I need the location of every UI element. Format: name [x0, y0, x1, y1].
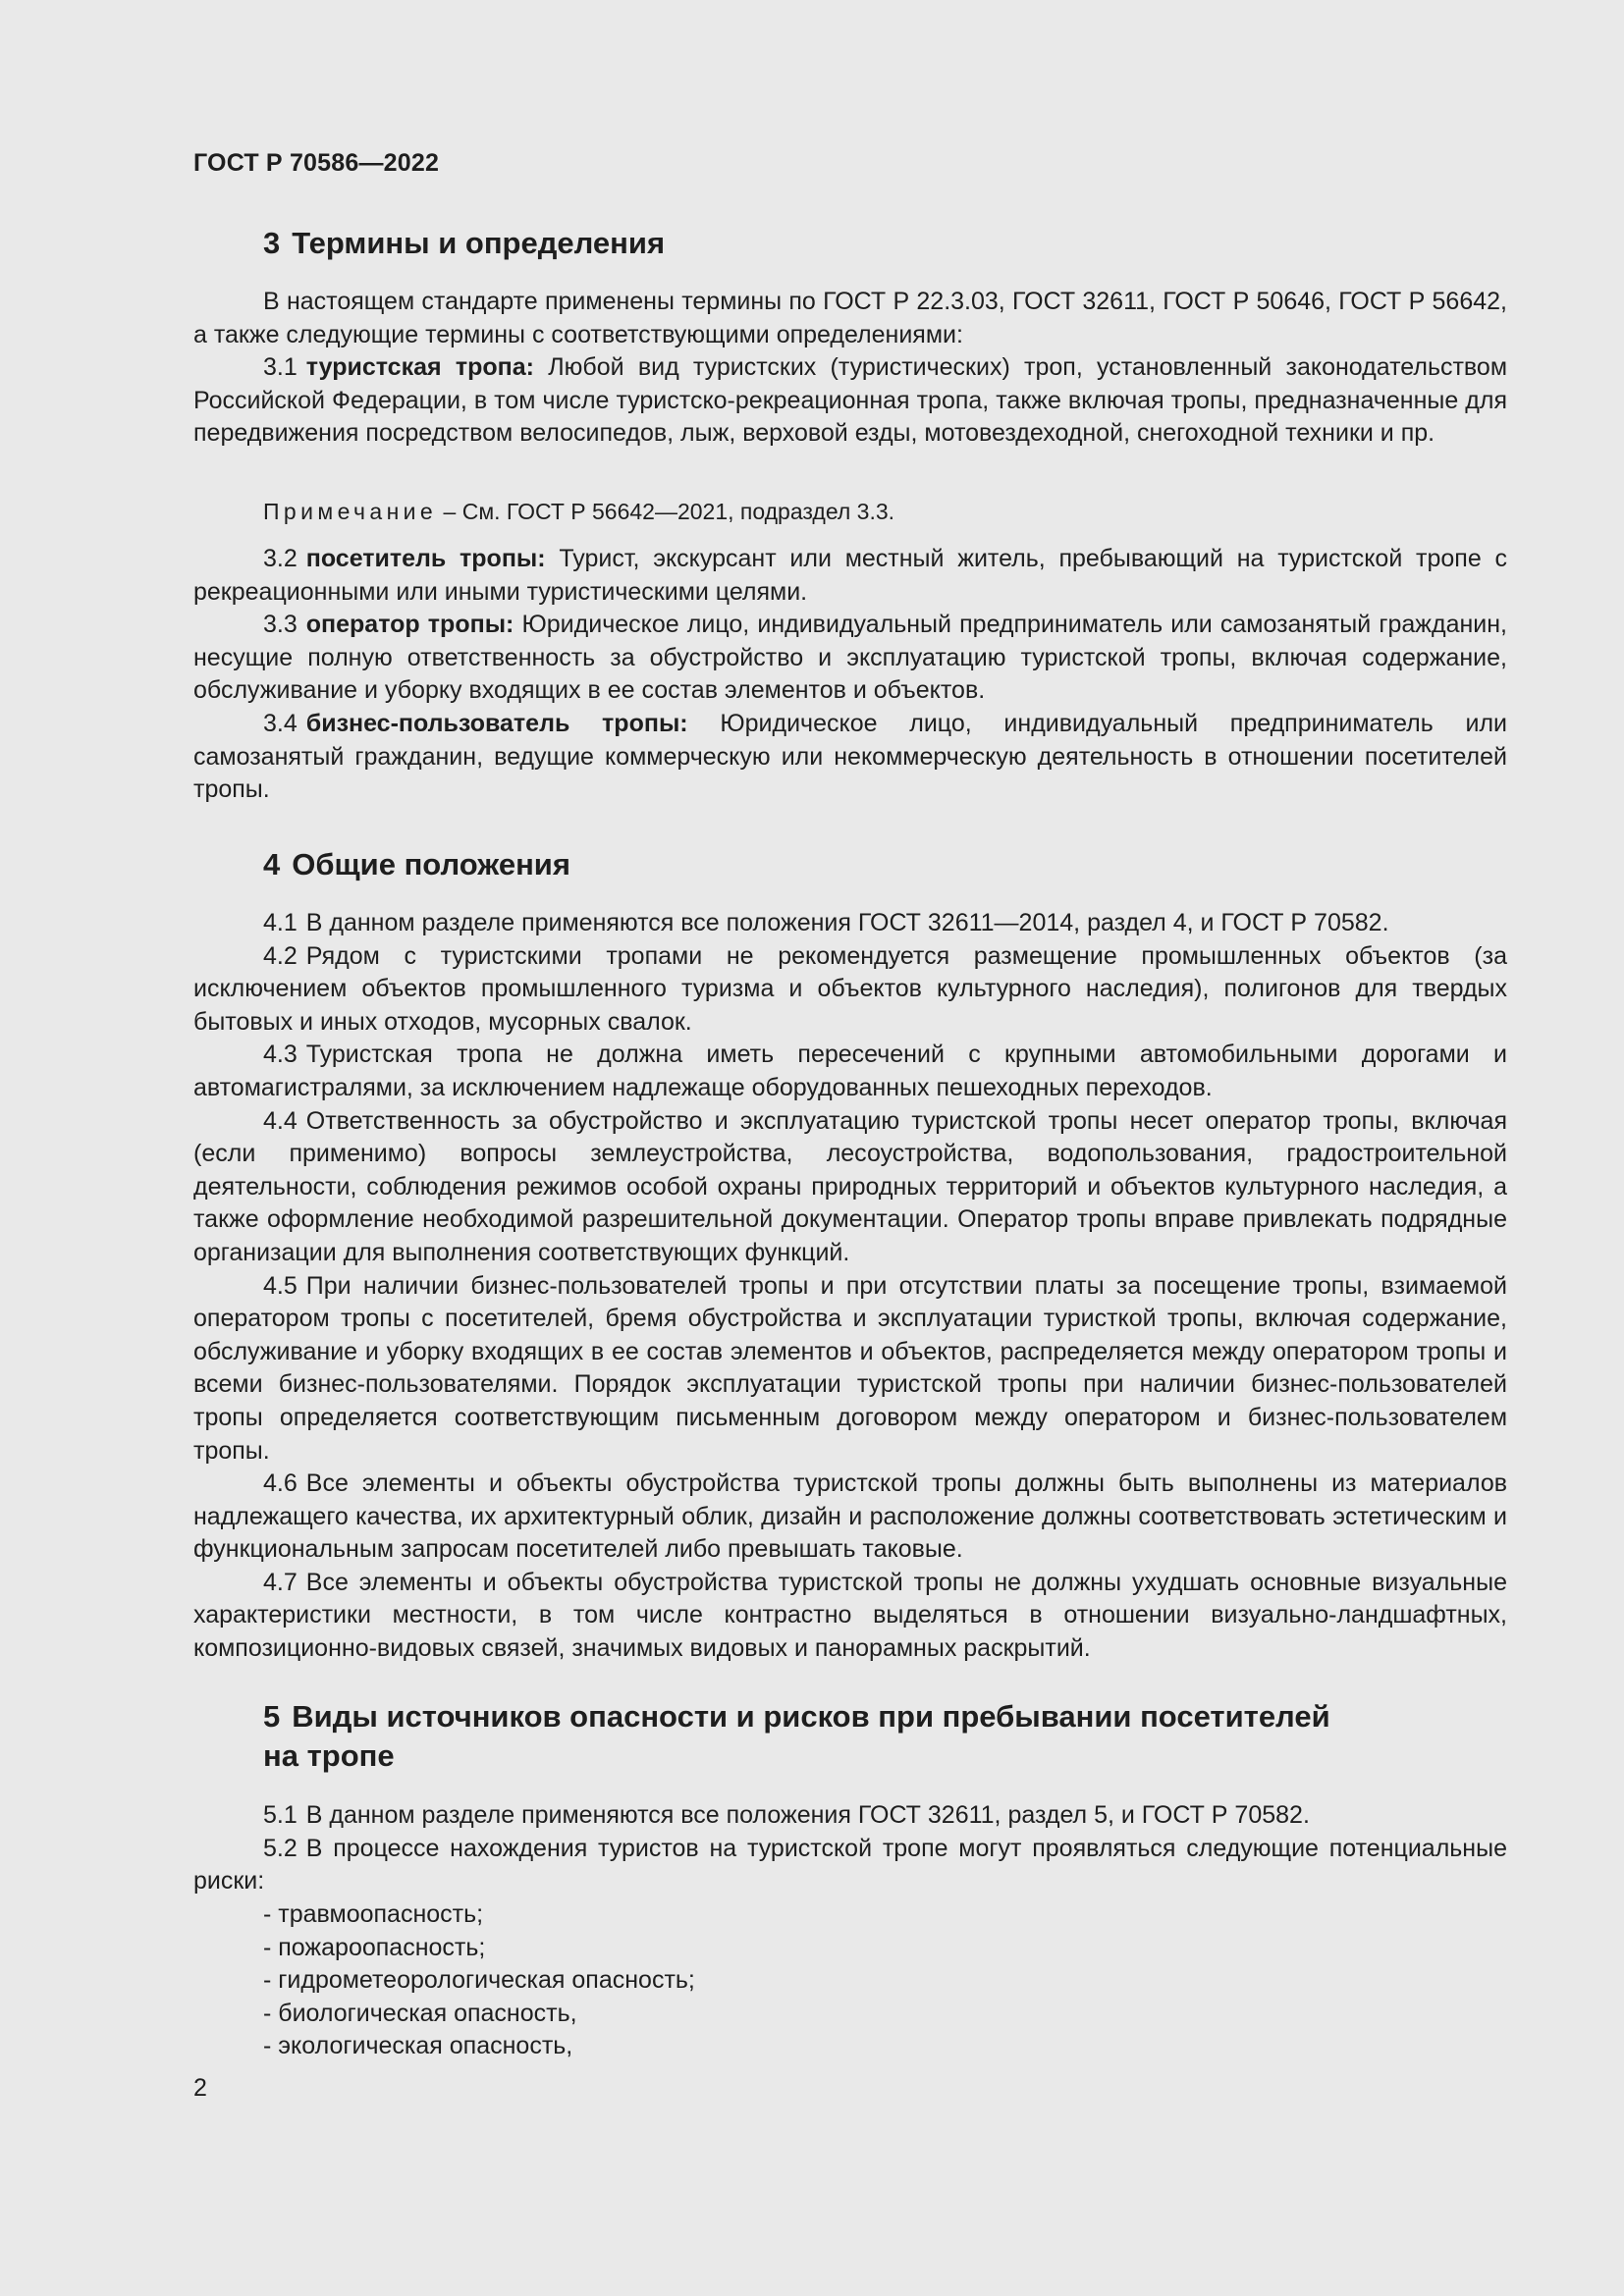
list-item: - биологическая опасность,	[263, 1999, 577, 2027]
term-3-3	[193, 609, 1507, 708]
clause-4-1	[193, 907, 1507, 940]
document-header-id: ГОСТ Р 70586—2022	[193, 149, 440, 177]
section-3-heading	[263, 224, 1540, 263]
term-name: бизнес-пользователь тропы:	[305, 709, 688, 737]
clause-4-3	[193, 1039, 1507, 1104]
section-number: 3	[263, 226, 281, 260]
section-3-terms-block-2	[193, 543, 1507, 807]
list-item: - пожароопасность;	[263, 1933, 486, 1961]
term-name: оператор тропы:	[305, 611, 514, 639]
section-title: Виды источников опасности и рисков при пребывании посетителей	[292, 1699, 1330, 1734]
clause-4-2	[193, 940, 1507, 1040]
clause-number: 5.2	[263, 1834, 298, 1862]
term-name: туристская тропа:	[305, 353, 534, 382]
note-text: – См. ГОСТ Р 56642—2021, подраздел 3.3.	[443, 499, 895, 524]
clause-5-2	[193, 1833, 1507, 1898]
clause-text: Туристская тропа не должна иметь пересечений с крупными автомобильными дорогами и автомагистралями, за исключением надлежаще оборудованных пешеходных переходов.	[193, 1041, 1507, 1101]
clause-4-7	[193, 1567, 1507, 1666]
clause-4-5	[193, 1270, 1507, 1468]
term-definition: Юридическое лицо, индивидуальный предприниматель или самозанятый гражданин, ведущие коммерческую или некоммерческую деятельность в отношении посетителей тропы.	[193, 709, 1508, 804]
section-number: 5	[263, 1699, 281, 1734]
clause-4-6	[193, 1468, 1507, 1567]
section-number: 4	[263, 847, 281, 881]
section-3-terms-block	[193, 286, 1507, 451]
clause-number: 4.7	[263, 1568, 298, 1596]
clause-5-1	[193, 1799, 1507, 1833]
clause-number: 4.2	[263, 941, 298, 970]
clause-4-4	[193, 1105, 1507, 1270]
term-3-4	[193, 708, 1507, 807]
section-5-heading	[263, 1697, 1500, 1776]
section-3-intro: В настоящем стандарте применены термины по ГОСТ Р 22.3.03, ГОСТ 32611, ГОСТ Р 50646, ГОСТ Р 56642, а также следующие термины с соответствующими определениями:	[193, 288, 1507, 348]
term-definition: Турист, экскурсант или местный житель, пребывающий на туристской тропе с рекреационными или иными туристическими целями.	[193, 545, 1507, 606]
clause-text: В данном разделе применяются все положения ГОСТ 32611, раздел 5, и ГОСТ Р 70582.	[305, 1801, 1310, 1829]
clause-text: Все элементы и объекты обустройства туристской тропы должны быть выполнены из материалов надлежащего качества, их архитектурный облик, дизайн и расположение должны соответствовать эстетическим и функциональным запросам посетителей либо превышать таковые.	[193, 1469, 1507, 1564]
section-5-heading-line-1	[263, 1697, 1500, 1736]
note	[263, 496, 894, 527]
clause-text: Ответственность за обустройство и эксплуатацию туристской тропы несет оператор тропы, включая (если применимо) вопросы землеустройства, лесоустройства, водопользования, градостроительной деятельности, соблюдения режимов особой охраны природных территорий и объектов культурного наследия, а также оформление необходимой разрешительной документации. Оператор тропы вправе привлекать подрядные организации для выполнения соответствующих функций.	[193, 1106, 1507, 1266]
clause-number: 4.3	[263, 1041, 298, 1069]
clause-text: При наличии бизнес-пользователей тропы и при отсутствии платы за посещение тропы, взимаемой оператором тропы с посетителей, бремя обустройства и эксплуатации туристкой тропы, включая содержание, обслуживание и уборку входящих в ее состав элементов и объектов, распределяется между оператором тропы и всеми бизнес-пользователями. Порядок эксплуатации туристской тропы при наличии бизнес-пользователей тропы определяется соответствующим письменным договором между оператором и бизнес-пользователем тропы.	[193, 1271, 1507, 1465]
clause-text: Рядом с туристскими тропами не рекомендуется размещение промышленных объектов (за исключением объектов промышленного туризма и объектов культурного наследия), полигонов для твердых бытовых и иных отходов, мусорных свалок.	[193, 941, 1507, 1036]
clause-number: 5.1	[263, 1801, 298, 1829]
term-definition: Любой вид туристских (туристических) троп, установленный законодательством Российской Федерации, в том числе туристско-рекреационная тропа, также включая тропы, предназначенные для передвижения посредством велосипедов, лыж, верховой езды, мотовездеходной, снегоходной техники и пр.	[193, 353, 1508, 448]
clause-number: 3.3	[263, 611, 298, 639]
term-name: посетитель тропы:	[305, 545, 546, 572]
clause-number: 3.4	[263, 709, 298, 737]
term-definition: Юридическое лицо, индивидуальный предприниматель или самозанятый гражданин, несущие полную ответственность за обустройство и эксплуатацию туристской тропы, включая содержание, обслуживание и уборку входящих в ее состав элементов и объектов.	[193, 611, 1507, 705]
clause-text: В процессе нахождения туристов на туристской тропе могут проявляться следующие потенциальные риски:	[193, 1834, 1507, 1896]
list-item: - гидрометеорологическая опасность;	[263, 1966, 695, 1995]
section-4-body	[193, 907, 1507, 1666]
section-5-heading-line-2: на тропе	[263, 1738, 395, 1773]
section-4-heading	[263, 845, 1540, 884]
risk-list	[263, 1898, 695, 2063]
clause-number: 4.6	[263, 1469, 298, 1498]
section-title: Термины и определения	[292, 226, 666, 260]
clause-number: 4.4	[263, 1106, 298, 1135]
clause-number: 3.2	[263, 545, 298, 572]
term-3-2	[193, 543, 1507, 609]
section-5-body	[193, 1799, 1507, 1898]
page-number: 2	[193, 2074, 207, 2102]
clause-number: 3.1	[263, 353, 298, 382]
list-item: - травмоопасность;	[263, 1900, 484, 1928]
clause-text: В данном разделе применяются все положения ГОСТ 32611—2014, раздел 4, и ГОСТ Р 70582.	[305, 909, 1389, 936]
clause-text: Все элементы и объекты обустройства туристской тропы не должны ухудшать основные визуальные характеристики местности, в том числе контрастно выделяться в отношении визуально-ландшафтных, композиционно-видовых связей, значимых видовых и панорамных раскрытий.	[193, 1568, 1507, 1663]
term-3-1	[193, 351, 1507, 451]
list-item: - экологическая опасность,	[263, 2032, 573, 2060]
clause-number: 4.1	[263, 909, 298, 936]
clause-number: 4.5	[263, 1271, 298, 1300]
note-label: Примечание	[263, 499, 438, 524]
section-title: Общие положения	[292, 847, 570, 881]
